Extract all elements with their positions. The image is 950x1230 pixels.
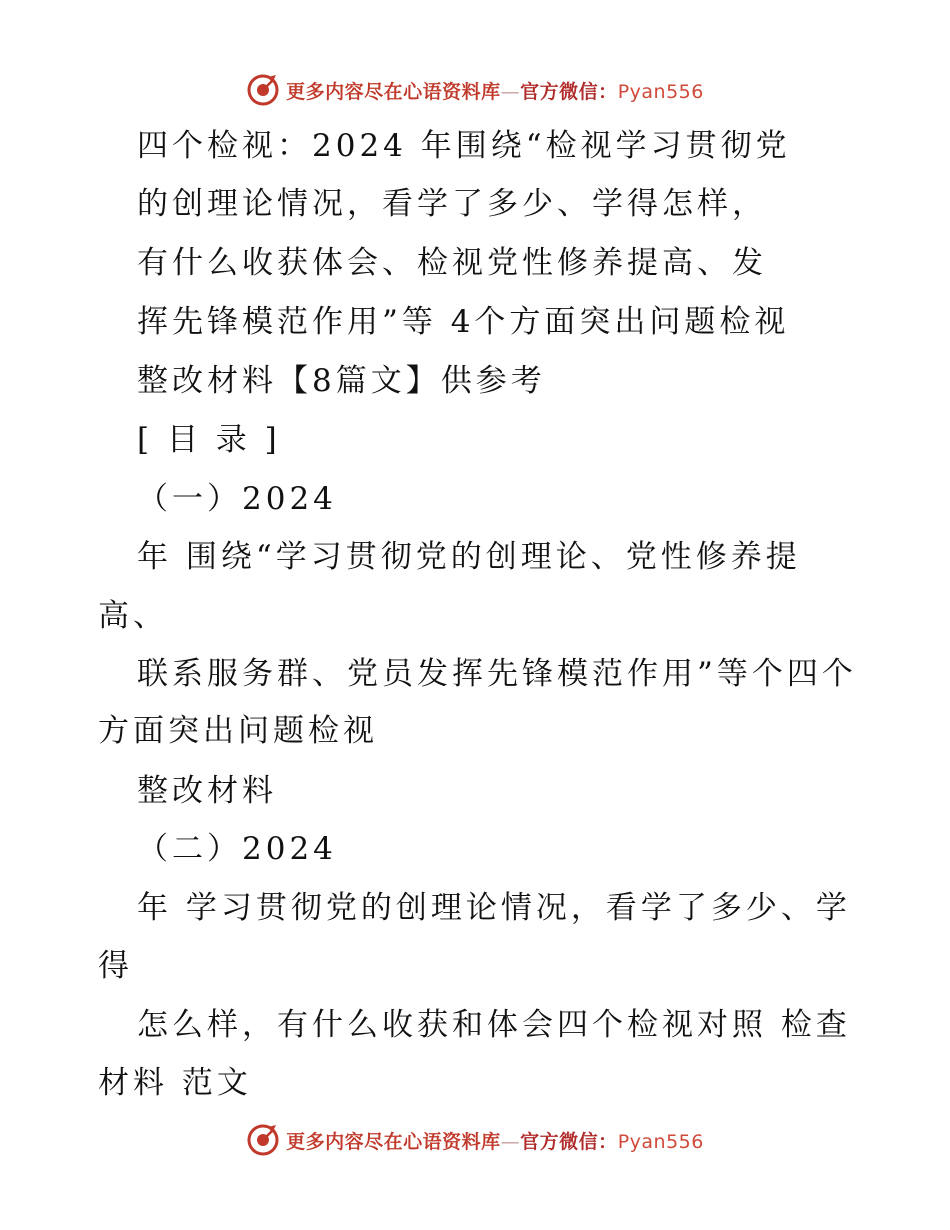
watermark-official: 官方微信： <box>520 1130 618 1153</box>
toc-item-1-line-4: 方面突出问题检视 <box>98 713 378 749</box>
title-line-1: 四个检视：2024 年围绕“检视学习贯彻党 <box>137 128 791 164</box>
watermark-text <box>286 1127 704 1154</box>
toc-item-1-line-2: 高、 <box>98 598 168 634</box>
pen-logo-icon <box>246 1123 280 1157</box>
watermark-id: Pyan556 <box>617 1130 704 1153</box>
toc-item-1-number: （一）2024 <box>137 481 337 517</box>
toc-heading: [ 目 录 ] <box>137 422 281 458</box>
title-line-2: 的创理论情况，看学了多少、学得怎样， <box>137 186 767 222</box>
toc-item-1-line-5: 整改材料 <box>137 773 277 809</box>
toc-item-2-line-3: 怎么样，有什么收获和体会四个检视对照 检查 <box>137 1007 851 1043</box>
watermark-main: 更多内容尽在心语资料库 <box>286 80 501 103</box>
watermark-text <box>286 77 704 104</box>
watermark-official: 官方微信： <box>520 80 618 103</box>
toc-item-2-line-4: 材料 范文 <box>98 1065 252 1101</box>
title-line-3: 有什么收获体会、检视党性修养提高、发 <box>137 245 767 281</box>
watermark-dash: — <box>500 80 521 103</box>
watermark-dash: — <box>500 1130 521 1153</box>
toc-item-2-number: （二）2024 <box>137 831 337 867</box>
pen-logo-icon <box>246 73 280 107</box>
title-line-5: 整改材料【8篇文】供参考 <box>137 363 546 399</box>
toc-item-1-line-1: 年 围绕“学习贯彻党的创理论、党性修养提 <box>137 539 801 575</box>
title-line-4: 挥先锋模范作用”等 4个方面突出问题检视 <box>137 304 790 340</box>
watermark-main: 更多内容尽在心语资料库 <box>286 1130 501 1153</box>
toc-item-2-line-1: 年 学习贯彻党的创理论情况，看学了多少、学 <box>137 890 851 926</box>
toc-item-1-line-3: 联系服务群、党员发挥先锋模范作用”等个四个 <box>137 656 857 692</box>
watermark-footer <box>0 1120 950 1160</box>
watermark-id: Pyan556 <box>617 80 704 103</box>
watermark-header <box>0 70 950 110</box>
toc-item-2-line-2: 得 <box>98 948 133 984</box>
